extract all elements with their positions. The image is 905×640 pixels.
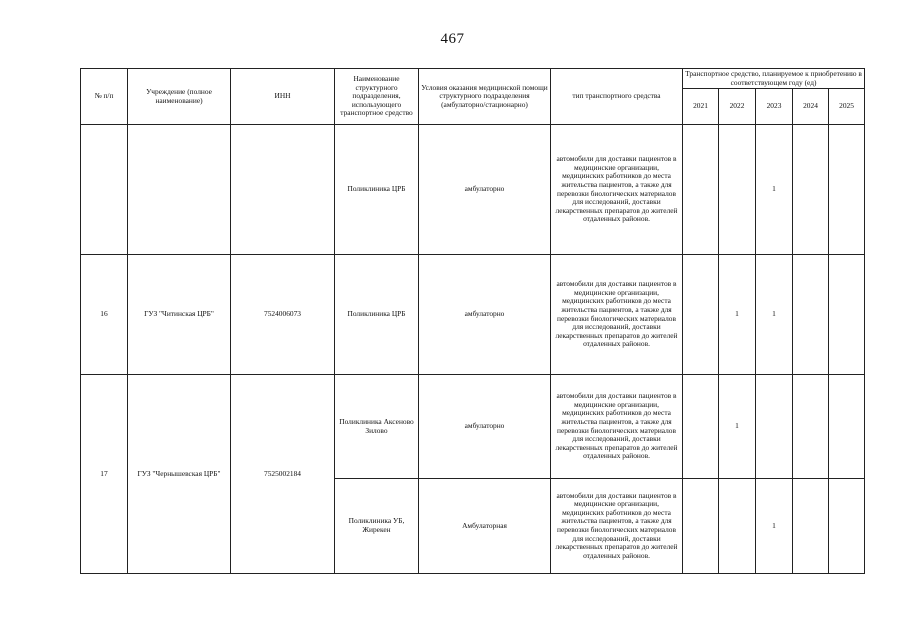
table-row — [81, 375, 865, 479]
cell-subdivision: Поликлиника ЦРБ — [335, 255, 419, 375]
header-inn: ИНН — [231, 69, 335, 125]
table-row — [81, 125, 865, 255]
header-subdivision: Наименование структурного подразделения, использующего транспортное средство — [335, 69, 419, 125]
table-row — [81, 255, 865, 375]
cell-2024 — [793, 479, 829, 574]
header-row-top — [81, 69, 865, 89]
cell-2021 — [683, 125, 719, 255]
cell-2025 — [829, 125, 865, 255]
cell-conditions: амбулаторно — [419, 125, 551, 255]
cell-institution: ГУЗ "Чернышевская ЦРБ" — [128, 375, 231, 574]
header-year-2023: 2023 — [756, 89, 793, 125]
cell-2024 — [793, 125, 829, 255]
cell-2022 — [719, 479, 756, 574]
cell-institution — [128, 125, 231, 255]
cell-conditions: амбулаторно — [419, 375, 551, 479]
header-year-2021: 2021 — [683, 89, 719, 125]
cell-inn: 7524006073 — [231, 255, 335, 375]
cell-transport-type: автомобили для доставки пациентов в медицинские организации, медицинских работников до места жительства пациентов, а также для перевозки биологических материалов для исследований, доставки лекарственных препаратов до жителей отдаленных районов. — [551, 255, 683, 375]
cell-2024 — [793, 375, 829, 479]
cell-institution: ГУЗ "Читинская ЦРБ" — [128, 255, 231, 375]
header-conditions: Условия оказания медицинской помощи структурного подразделения (амбулаторно/стационарно) — [419, 69, 551, 125]
cell-num: 17 — [81, 375, 128, 574]
cell-inn — [231, 125, 335, 255]
cell-2024 — [793, 255, 829, 375]
header-transport-type: тип транспортного средства — [551, 69, 683, 125]
cell-2022: 1 — [719, 255, 756, 375]
header-year-2022: 2022 — [719, 89, 756, 125]
header-planned-group: Транспортное средство, планируемое к приобретению в соответствующем году (ед) — [683, 69, 865, 89]
cell-conditions: Амбулаторная — [419, 479, 551, 574]
header-year-2025: 2025 — [829, 89, 865, 125]
header-num: № п/п — [81, 69, 128, 125]
cell-subdivision: Поликлиника УБ, Жирекен — [335, 479, 419, 574]
header-institution: Учреждение (полное наименование) — [128, 69, 231, 125]
cell-2025 — [829, 479, 865, 574]
cell-2023: 1 — [756, 125, 793, 255]
cell-transport-type: автомобили для доставки пациентов в медицинские организации, медицинских работников до места жительства пациентов, а также для перевозки биологических материалов для исследований, доставки лекарственных препаратов до жителей отдаленных районов. — [551, 125, 683, 255]
cell-2023 — [756, 375, 793, 479]
cell-2025 — [829, 255, 865, 375]
cell-2022: 1 — [719, 375, 756, 479]
header-year-2024: 2024 — [793, 89, 829, 125]
cell-2023: 1 — [756, 479, 793, 574]
cell-2021 — [683, 479, 719, 574]
page-number: 467 — [440, 31, 465, 47]
transport-plan-table — [80, 68, 865, 574]
cell-2021 — [683, 375, 719, 479]
cell-2025 — [829, 375, 865, 479]
cell-2023: 1 — [756, 255, 793, 375]
cell-transport-type: автомобили для доставки пациентов в медицинские организации, медицинских работников до места жительства пациентов, а также для перевозки биологических материалов для исследований, доставки лекарственных препаратов до жителей отдаленных районов. — [551, 479, 683, 574]
cell-2021 — [683, 255, 719, 375]
cell-2022 — [719, 125, 756, 255]
cell-conditions: амбулаторно — [419, 255, 551, 375]
cell-subdivision: Поликлиника Аксеново Зиловo — [335, 375, 419, 479]
cell-inn: 7525002184 — [231, 375, 335, 574]
cell-transport-type: автомобили для доставки пациентов в медицинские организации, медицинских работников до места жительства пациентов, а также для перевозки биологических материалов для исследований, доставки лекарственных препаратов до жителей отдаленных районов. — [551, 375, 683, 479]
cell-num: 16 — [81, 255, 128, 375]
cell-num — [81, 125, 128, 255]
cell-subdivision: Поликлиника ЦРБ — [335, 125, 419, 255]
